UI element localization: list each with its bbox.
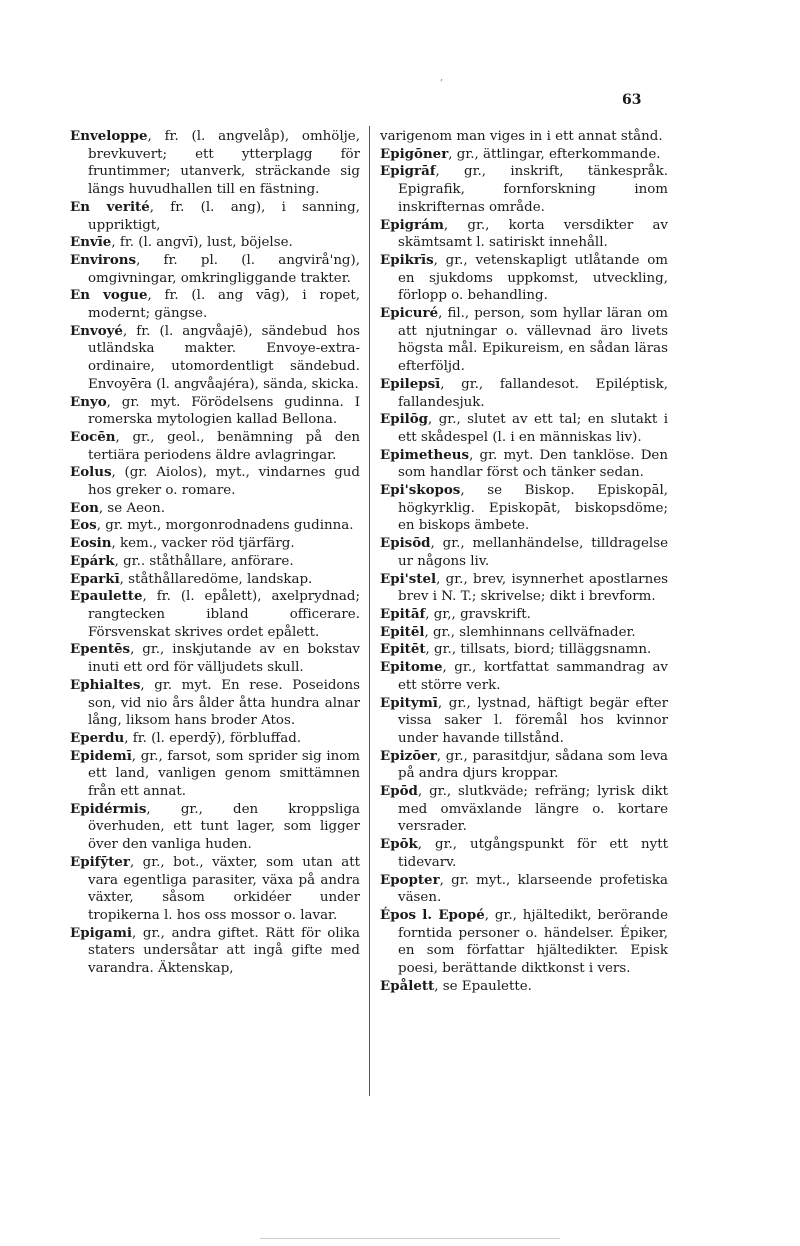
scan-mark: , [440, 72, 444, 83]
dictionary-entry: Épos l. Epopé, gr., hjältedikt, berörande forntida personer o. händelser. Épiker, en som författar hjältedikter. Episk poesi, berättande diktkonst i vers. [380, 906, 668, 977]
headword: Ephialtes [70, 676, 141, 693]
headword: Eon [70, 499, 99, 516]
dictionary-entry: Epikrīs, gr., vetenskapligt utlåtande om en sjukdoms uppkomst, utveckling, förlopp o. behandling. [380, 251, 668, 304]
dictionary-entry: Epigōner, gr., ättlingar, efterkommande. [380, 145, 661, 162]
headword: Epaulette [70, 588, 143, 605]
headword: Epigōner [380, 145, 449, 162]
headword: Eperdu [70, 729, 125, 746]
headword: Epilōg [380, 411, 429, 428]
headword: Epitymī [380, 694, 438, 711]
headword: Eos [70, 517, 97, 534]
headword: Enyo [70, 393, 107, 410]
headword: Epifȳter [70, 853, 130, 870]
dictionary-entry: Epidemī, gr., farsot, som sprider sig inom ett land, vanligen genom smittämnen från ett annat. [70, 747, 360, 800]
dictionary-entry: Epárk, gr.. ståthållare, anförare. [70, 552, 294, 569]
headword: Epopter [380, 871, 440, 888]
page-number: 63 [622, 92, 642, 108]
dictionary-entry: Epilepsī, gr., fallandesot. Epiléptisk, fallandesjuk. [380, 375, 668, 410]
headword: Epitāf [380, 605, 426, 622]
dictionary-entry: Epitēl, gr., slemhinnans cellväfnader. [380, 623, 636, 640]
headword: Episōd [380, 535, 431, 552]
right-column [380, 128, 668, 995]
headword: Epilepsī [380, 375, 441, 392]
dictionary-entry: Epitāf, gr,, gravskrift. [380, 605, 531, 622]
headword: Epimetheus [380, 446, 470, 463]
dictionary-entry: Epicuré, fil., person, som hyllar läran om att njutningar o. vällevnad äro livets högsta mål. Epikureism, en sådan läras efterföljd. [380, 305, 668, 375]
headword: Epizōer [380, 747, 437, 764]
headword: Envoyé [70, 322, 123, 339]
dictionary-entry: Eos, gr. myt., morgonrodnadens gudinna. [70, 517, 354, 534]
dictionary-entry: Epaulette, fr. (l. epålett), axelprydnad; rangtecken ibland officerare. Försvenskat skrives ordet epålett. [70, 588, 360, 640]
left-column [70, 128, 360, 978]
dictionary-entry: Epitymī, gr., lystnad, häftigt begär efter vissa saker l. föremål hos kvinnor under havande tillstånd. [380, 694, 668, 746]
headword: Eocēn [70, 428, 116, 445]
dictionary-entry: Epizōer, gr., parasitdjur, sådana som leva på andra djurs kroppar. [380, 747, 668, 782]
headword: Epikrīs [380, 251, 434, 268]
headword: Eosin [70, 535, 112, 552]
dictionary-entry: Eolus, (gr. Aiolos), myt., vindarnes gud hos greker o. romare. [70, 464, 360, 499]
dictionary-entry: Epigami, gr., andra giftet. Rätt för olika staters undersåtar att ingå gifte med varandra. Äktenskap, [70, 924, 360, 977]
dictionary-entry: Epi'skopos, se Biskop. Episkopāl, högkyrklig. Episkopāt, biskopsdöme; en biskops ämbete. [380, 482, 668, 534]
dictionary-entry: varigenom man viges in i ett annat stånd. [380, 129, 663, 144]
headword: En vogue [70, 287, 148, 304]
headword: Epigrāf [380, 163, 436, 180]
headword: Enveloppe [70, 128, 148, 144]
dictionary-entry: Eparkī, ståthållaredöme, landskap. [70, 570, 313, 587]
dictionary-entry: En vogue, fr. (l. ang vāg), i ropet, modernt; gängse. [70, 287, 360, 322]
headword: Épos l. Epopé [380, 906, 485, 923]
dictionary-entry: Episōd, gr., mellanhändelse, tilldragelse ur någons liv. [380, 535, 668, 569]
headword: Epitēl [380, 623, 425, 640]
headword: Epigrám [380, 216, 444, 233]
dictionary-entry: Epōk, gr., utgångspunkt för ett nytt tidevarv. [380, 836, 668, 870]
headword: Epárk [70, 552, 115, 569]
column-divider [369, 126, 370, 1096]
dictionary-entry: Epifȳter, gr., bot., växter, som utan att vara egentliga parasiter, växa på andra växter, såsom orkidéer under tropikerna l. hos oss mossor o. lavar. [70, 853, 360, 923]
headword: Epōk [380, 836, 418, 853]
dictionary-entry: Eosin, kem., vacker röd tjärfärg. [70, 535, 295, 552]
page-bottom-edge [260, 1238, 560, 1239]
headword: Epålett [380, 977, 435, 994]
dictionary-entry: Epōd, gr., slutkväde; refräng; lyrisk dikt med omväxlande längre o. kortare versrader. [380, 783, 668, 835]
dictionary-entry: Epentēs, gr., inskjutande av en bokstav inuti ett ord för välljudets skull. [70, 641, 360, 676]
dictionary-entry: Environs, fr. pl. (l. angvirå'ng), omgivningar, omkringliggande trakter. [70, 251, 360, 286]
headword: Environs [70, 251, 137, 268]
dictionary-entry: Eocēn, gr., geol., benämning på den tertiära periodens äldre avlagringar. [70, 428, 360, 463]
dictionary-entry: Eperdu, fr. (l. eperdȳ), förbluffad. [70, 729, 302, 746]
headword: Epidérmis [70, 800, 147, 817]
headword: Epentēs [70, 641, 131, 658]
headword: Epōd [380, 783, 418, 800]
headword: Epicuré [380, 305, 439, 322]
headword: Epi'stel [380, 570, 437, 587]
dictionary-entry: Epålett, se Epaulette. [380, 977, 532, 994]
dictionary-entry: Epi'stel, gr., brev, isynnerhet apostlarnes brev i N. T.; skrivelse; dikt i brevform. [380, 570, 668, 605]
dictionary-entry: Epidérmis, gr., den kroppsliga överhuden, ett tunt lager, som ligger över den vanliga huden. [70, 800, 360, 853]
dictionary-entry: En verité, fr. (l. ang), i sanning, uppriktigt, [70, 198, 360, 233]
dictionary-entry: Enyo, gr. myt. Förödelsens gudinna. I romerska mytologien kallad Bellona. [70, 393, 360, 428]
dictionary-entry: Envoyé, fr. (l. angvåajē), sändebud hos utländska makter. Envoye-extra-ordinaire, utomordentligt sändebud. Envoyēra (l. angvåajéra), sända, skicka. [70, 322, 360, 392]
headword: Epitēt [380, 641, 426, 658]
headword: Epi'skopos [380, 482, 461, 499]
dictionary-entry: Epimetheus, gr. myt. Den tanklöse. Den som handlar först och tänker sedan. [380, 446, 668, 481]
dictionary-entry: Epigrāf, gr., inskrift, tänkespråk. Epigrafik, fornforskning inom inskrifternas område. [380, 163, 668, 215]
dictionary-entry: Epopter, gr. myt., klarseende profetiska väsen. [380, 871, 668, 906]
dictionary-entry: Envīe, fr. (l. angvī), lust, böjelse. [70, 234, 293, 251]
dictionary-entry: Epitēt, gr., tillsats, biord; tilläggsnamn. [380, 641, 652, 658]
headword: Epigami [70, 924, 132, 941]
dictionary-entry: Enveloppe, fr. (l. angvelåp), omhölje, brevkuvert; ett ytterplagg för fruntimmer; utanverk, sträckande sig längs huvudhallen till en fästning. [70, 128, 360, 198]
headword: Envīe [70, 234, 112, 251]
dictionary-entry: Eon, se Aeon. [70, 499, 165, 516]
dictionary-entry: Epigrám, gr., korta versdikter av skämtsamt l. satiriskt innehåll. [380, 216, 668, 251]
dictionary-entry: Epitome, gr., kortfattat sammandrag av ett större verk. [380, 659, 668, 693]
headword: En verité [70, 198, 150, 215]
headword: Eolus [70, 464, 112, 481]
headword: Eparkī [70, 570, 120, 587]
headword: Epidemī [70, 747, 132, 764]
dictionary-entry: Ephialtes, gr. myt. En rese. Poseidons son, vid nio års ålder åtta hundra alnar lång, liksom hans broder Atos. [70, 676, 360, 729]
headword: Epitome [380, 659, 443, 676]
dictionary-entry: Epilōg, gr., slutet av ett tal; en slutakt i ett skådespel (l. i en människas liv). [380, 411, 668, 445]
